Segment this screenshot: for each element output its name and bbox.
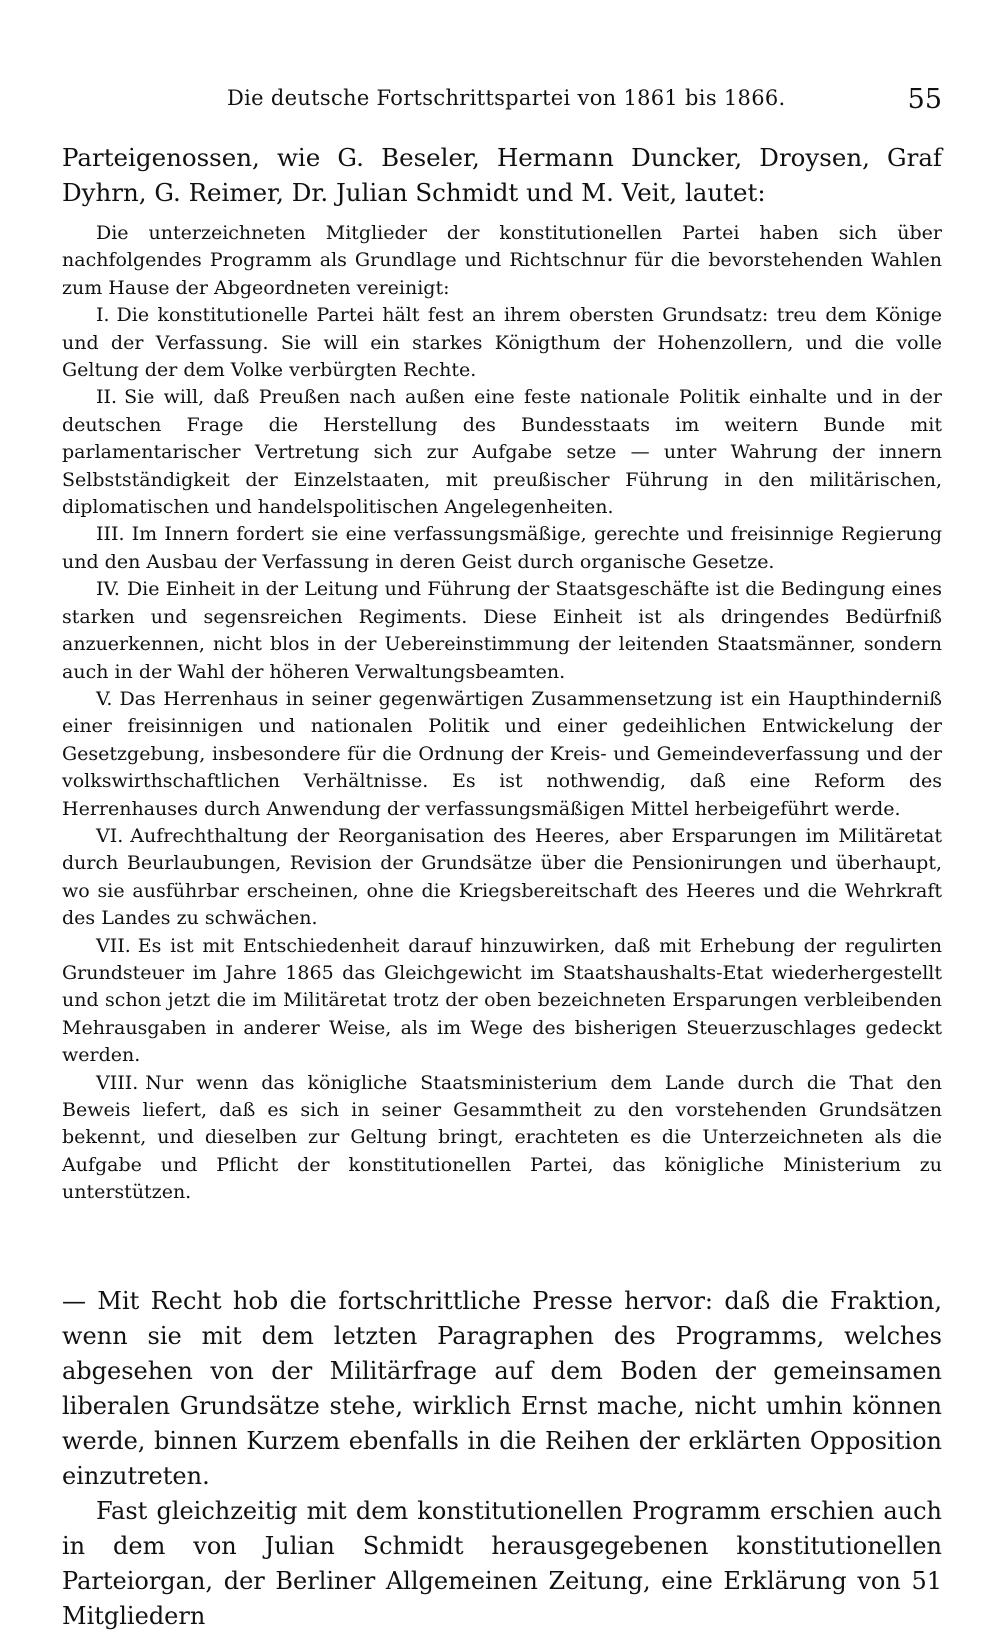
item-number: VII. (96, 934, 131, 957)
intro-paragraph: Parteigenossen, wie G. Beseler, Hermann Duncker, Droysen, Graf Dyhrn, G. Reimer, Dr. Julian Schmidt und M. Veit, lautet: (62, 143, 942, 207)
page-header (62, 86, 942, 126)
program-item (62, 576, 942, 686)
item-text: Die konstitutionelle Partei hält fest an ihrem obersten Grundsatz: treu dem Könige und der Verfassung. Sie will ein starkes Königthum der Hohenzollern, und die volle Geltung der dem Volke verbürgten Rechte. (62, 304, 942, 382)
program-item (62, 302, 942, 384)
item-text: Nur wenn das königliche Staatsministerium dem Lande durch die That den Beweis liefert, daß es sich in seiner Gesammtheit zu den vorstehenden Grundsätzen bekennt, und dieselben zur Geltung bringt, erachteten es die Unterzeichneten als die Aufgabe und Pflicht der konstitutionellen Partei, das königliche Ministerium zu unterstützen. (62, 1071, 942, 1204)
item-text: Das Herrenhaus in seiner gegenwärtigen Zusammensetzung ist ein Haupthinderniß einer freisinnigen und nationalen Politik und einer gedeihlichen Entwickelung der Gesetzgebung, insbesondere für die Ordnung der Kreis- und Gemeindeverfassung und der volkswirthschaftlichen Verhältnisse. Es ist nothwendig, daß eine Reform des Herrenhauses durch Anwendung der verfassungsmäßigen Mittel herbeigeführt werde. (62, 687, 942, 820)
item-number: VIII. (96, 1071, 139, 1094)
item-number: V. (96, 687, 113, 710)
item-number: IV. (96, 578, 120, 601)
item-text: Im Innern fordert sie eine verfassungsmäßige, gerechte und freisinnige Regierung und den Ausbau der Verfassung in deren Geist durch organische Gesetze. (62, 523, 942, 573)
program-item (62, 1070, 942, 1207)
item-number: III. (96, 523, 125, 546)
item-text: Es ist mit Entschiedenheit darauf hinzuwirken, daß mit Erhebung der regulirten Grundsteuer im Jahre 1865 das Gleichgewicht im Staatshaushalts-Etat wiederhergestellt und schon jetzt die im Militäretat trotz der oben bezeichneten Ersparungen verbleibenden Mehrausgaben in anderer Weise, als im Wege des bisherigen Steuerzuschlages gedeckt werden. (62, 934, 942, 1067)
program-item (62, 384, 942, 521)
item-text: Aufrechthaltung der Reorganisation des Heeres, aber Ersparungen im Militäretat durch Beurlaubungen, Revision der Grundsätze über die Pensionirungen und überhaupt, wo sie ausführbar erscheinen, ohne die Kriegsbereitschaft des Heeres und die Wehrkraft des Landes zu schwächen. (62, 824, 942, 930)
closing-paragraph: — Mit Recht hob die fortschrittliche Presse hervor: daß die Fraktion, wenn sie mit dem letzten Paragraphen des Programms, welches abgesehen von der Militärfrage auf dem Boden der gemeinsamen liberalen Grundsätze stehe, wirklich Ernst mache, nicht umhin können werde, binnen Kurzem ebenfalls in die Reihen der erklärten Opposition einzutreten. (62, 1287, 942, 1490)
program-item (62, 823, 942, 933)
running-title: Die deutsche Fortschrittspartei von 1861 bis 1866. (227, 86, 786, 110)
program-block (62, 220, 942, 1207)
item-text: Die Einheit in der Leitung und Führung der Staatsgeschäfte ist die Bedingung eines starken und segensreichen Regiments. Diese Einheit ist als dringendes Bedürfniß anzuerkennen, nicht blos in der Uebereinstimmung der leitenden Staatsmänner, sondern auch in der Wahl der höheren Verwaltungsbeamten. (62, 578, 942, 683)
program-item (62, 933, 942, 1070)
item-text: Sie will, daß Preußen nach außen eine feste nationale Politik einhalte und in der deutschen Frage die Herstellung des Bundesstaats im weitern Bunde mit parlamentarischer Vertretung sich zur Aufgabe setze — unter Wahrung der innern Selbstständigkeit der Einzelstaaten, mit preußischer Führung in den militärischen, diplomatischen und handelspolitischen Angelegenheiten. (62, 386, 942, 519)
closing-text (62, 1284, 942, 1634)
item-number: I. (96, 304, 110, 327)
program-lead: Die unterzeichneten Mitglieder der konstitutionellen Partei haben sich über nachfolgendes Programm als Grundlage und Richtschnur für die bevorstehenden Wahlen zum Hause der Abgeordneten vereinigt: (62, 222, 942, 299)
item-number: VI. (96, 824, 124, 847)
program-item (62, 521, 942, 576)
page-number: 55 (907, 84, 942, 115)
item-number: II. (96, 386, 118, 409)
program-item (62, 686, 942, 823)
closing-paragraph: Fast gleichzeitig mit dem konstitutionellen Programm erschien auch in dem von Julian Schmidt herausgegebenen konstitutionellen Parteiorgan, der Berliner Allgemeinen Zeitung, eine Erklärung von 51 Mitgliedern (62, 1497, 942, 1630)
